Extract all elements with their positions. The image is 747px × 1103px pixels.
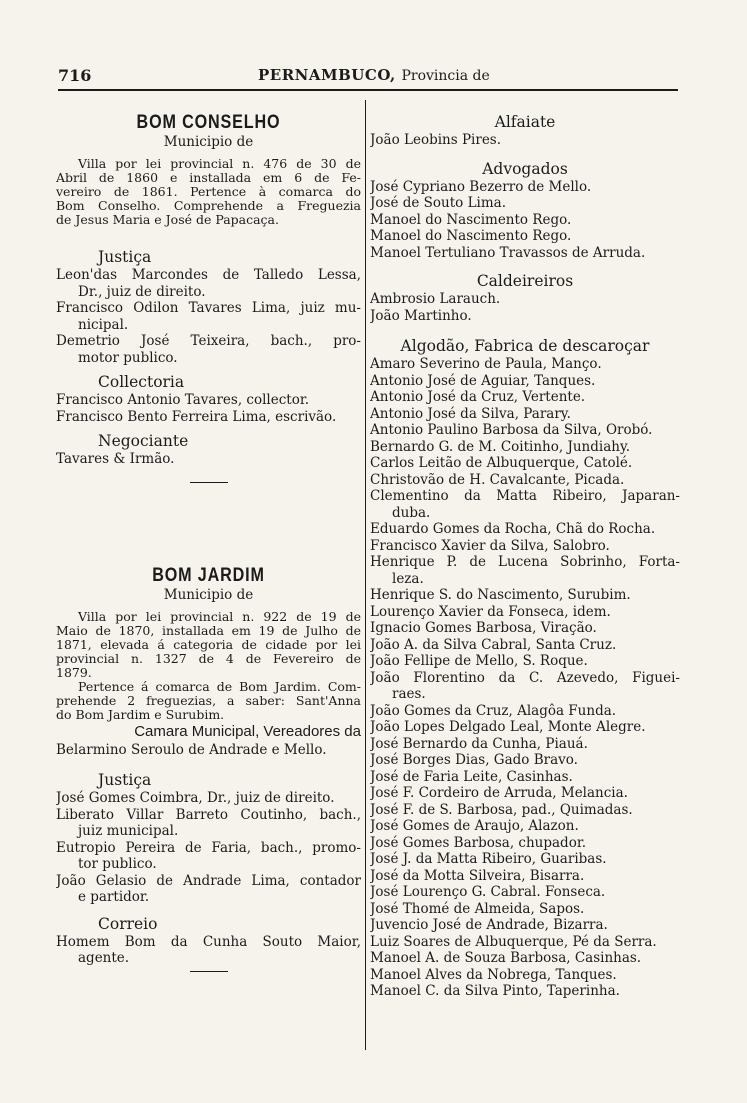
- entry-line: Liberato Villar Barreto Coutinho, bach.,: [56, 806, 361, 823]
- heading-negociante: Negociante: [98, 432, 189, 450]
- heading-caldeireiros: Caldeireiros: [476, 272, 574, 290]
- text-line: Pertence á comarca de Bom Jardim. Com-: [78, 679, 361, 694]
- text-line: provincial n. 1327 de 4 de Fevereiro de: [56, 651, 361, 666]
- header-rule: [58, 89, 678, 91]
- entry-line: João Florentino da C. Azevedo, Figuei-: [370, 669, 680, 686]
- heading-justica: Justiça: [98, 248, 152, 266]
- entry-line: Manoel C. da Silva Pinto, Taperinha.: [370, 983, 620, 999]
- entry-line: Clementino da Matta Ribeiro, Japaran-: [370, 488, 680, 504]
- section-separator: [190, 971, 228, 972]
- entry-line: Lourenço Xavier da Fonseca, idem.: [370, 603, 611, 620]
- text-line: 1871, elevada á categoria de cidade por lei: [56, 637, 361, 652]
- text-line: Villa por lei provincial n. 476 de 30 de: [78, 157, 361, 171]
- entry-line: Ambrosio Larauch.: [370, 291, 501, 307]
- entry-line: Francisco Odilon Tavares Lima, juiz mu-: [56, 300, 361, 316]
- entry-line: José Bernardo da Cunha, Piauá.: [370, 735, 588, 752]
- entry-line: Ignacio Gomes Barbosa, Viração.: [370, 620, 597, 636]
- running-title: [258, 66, 490, 84]
- entry-line: José Lourenço G. Cabral. Fonseca.: [370, 884, 606, 900]
- entry-line: Antonio Paulino Barbosa da Silva, Orobó.: [370, 422, 653, 438]
- text-line: de Jesus Maria e José de Papacaça.: [56, 213, 279, 227]
- entry-line: Luiz Soares de Albuquerque, Pé da Serra.: [370, 933, 657, 950]
- entry-line: tor publico.: [78, 856, 157, 872]
- algodao-list: [370, 356, 680, 1000]
- entry-line: Bernardo G. de M. Coitinho, Jundiahy.: [370, 438, 631, 455]
- entry-line: e partidor.: [78, 889, 150, 905]
- entry-line: Demetrio José Teixeira, bach., pro-: [56, 333, 361, 349]
- municipio-label: Municipio de: [163, 134, 254, 150]
- entry-line: Eutropio Pereira de Faria, bach., promo-: [56, 839, 361, 856]
- entry-line: Carlos Leitão de Albuquerque, Catolé.: [370, 455, 633, 471]
- entry-line: João A. da Silva Cabral, Santa Cruz.: [370, 636, 617, 653]
- page-number: 716: [58, 66, 92, 85]
- entry-line: João Leobins Pires.: [370, 132, 502, 148]
- entry-line: Henrique S. do Nascimento, Surubim.: [370, 587, 631, 603]
- heading-correio: Correio: [98, 914, 158, 933]
- section-title-bom-jardim: BOM JARDIM: [152, 564, 265, 586]
- entry-line: Manoel Alves da Nobrega, Tanques.: [370, 966, 617, 983]
- entry-line: João Fellipe de Mello, S. Roque.: [370, 653, 588, 669]
- entry-line: José Gomes Barbosa, chupador.: [370, 834, 587, 851]
- entry-line: João Martinho.: [370, 307, 472, 324]
- entry-line: agente.: [78, 950, 130, 966]
- text-line: do Bom Jardim e Surubim.: [56, 707, 225, 722]
- entry-line: José F. de S. Barbosa, pad., Quimadas.: [370, 801, 633, 818]
- left-column: [56, 112, 361, 972]
- heading-camara-municipal: Camara Municipal, Vereadores da: [134, 722, 361, 740]
- entry-line: José Thomé de Almeida, Sapos.: [370, 900, 585, 917]
- municipio-label: Municipio de: [163, 586, 254, 603]
- heading-advogados: Advogados: [482, 159, 568, 178]
- heading-collectoria: Collectoria: [98, 373, 185, 391]
- entry-line: Francisco Xavier da Silva, Salobro.: [370, 537, 610, 554]
- text-line: Maio de 1870, installada em 19 de Julho de: [56, 623, 361, 638]
- entry-line: José Cypriano Bezerro de Mello.: [370, 178, 592, 195]
- entry-line: duba.: [392, 504, 431, 521]
- text-line: 1879.: [56, 665, 92, 680]
- entry-line: João Lopes Delgado Leal, Monte Alegre.: [370, 719, 646, 735]
- entry-line: raes.: [392, 686, 426, 702]
- entry-line: Amaro Severino de Paula, Manço.: [370, 356, 602, 372]
- running-title-subtitle: Provincia de: [401, 68, 490, 84]
- running-title-province: PERNAMBUCO,: [258, 66, 396, 84]
- entry-line: José Gomes Coimbra, Dr., juiz de direito.: [56, 790, 335, 806]
- entry-line: Manoel do Nascimento Rego.: [370, 211, 572, 228]
- column-divider: [365, 100, 366, 1050]
- page-header: [58, 66, 678, 88]
- entry-line: Antonio José de Aguiar, Tanques.: [370, 372, 596, 389]
- right-column: [370, 112, 680, 1000]
- entry-line: Francisco Bento Ferreira Lima, escrivão.: [56, 408, 337, 425]
- entry-line: Leon'das Marcondes de Talledo Lessa,: [56, 267, 361, 283]
- text-line: Bom Conselho. Comprehende a Freguezia: [56, 199, 361, 213]
- entry-line: Henrique P. de Lucena Sobrinho, Forta-: [370, 554, 680, 570]
- entry-line: Belarmino Seroulo de Andrade e Mello.: [56, 741, 327, 758]
- entry-line: José Gomes de Araujo, Alazon.: [370, 818, 579, 834]
- text-line: prehende 2 freguezias, a saber: Sant'Anna: [56, 693, 361, 708]
- entry-line: Francisco Antonio Tavares, collector.: [56, 392, 310, 408]
- entry-line: Tavares & Irmão.: [56, 451, 175, 467]
- entry-line: Antonio José da Cruz, Vertente.: [370, 389, 586, 405]
- section-title-bom-conselho: BOM CONSELHO: [136, 112, 281, 133]
- text-line: Villa por lei provincial n. 922 de 19 de: [78, 609, 361, 624]
- heading-alfaiate: Alfaiate: [494, 113, 556, 131]
- entry-line: José Borges Dias, Gado Bravo.: [370, 752, 578, 768]
- entry-line: José F. Cordeiro de Arruda, Melancia.: [370, 785, 628, 801]
- entry-line: Manoel do Nascimento Rego.: [370, 228, 572, 244]
- entry-line: Christovão de H. Cavalcante, Picada.: [370, 471, 625, 488]
- heading-algodao: Algodão, Fabrica de descaroçar: [400, 337, 650, 355]
- entry-line: nicipal.: [78, 316, 129, 333]
- entry-line: José de Souto Lima.: [370, 195, 507, 211]
- entry-line: José da Motta Silveira, Bisarra.: [370, 867, 585, 884]
- entry-line: Manoel Tertuliano Travassos de Arruda.: [370, 244, 646, 261]
- entry-line: leza.: [392, 570, 424, 587]
- entry-line: José de Faria Leite, Casinhas.: [370, 768, 573, 785]
- entry-line: João Gomes da Cruz, Alagôa Funda.: [370, 702, 617, 719]
- heading-justica: Justiça: [98, 771, 152, 789]
- entry-line: José J. da Matta Ribeiro, Guaribas.: [370, 851, 607, 867]
- entry-line: Manoel A. de Souza Barbosa, Casinhas.: [370, 950, 642, 966]
- entry-line: Dr., juiz de direito.: [78, 283, 206, 300]
- text-line: Abril de 1860 e installada em 6 de Fe-: [56, 171, 361, 185]
- entry-line: juiz municipal.: [78, 823, 179, 839]
- entry-line: Juvencio José de Andrade, Bizarra.: [370, 917, 608, 933]
- entry-line: João Gelasio de Andrade Lima, contador: [56, 872, 361, 889]
- entry-line: Homem Bom da Cunha Souto Maior,: [56, 933, 361, 950]
- entry-line: motor publico.: [78, 349, 178, 366]
- bom-jardim-description: [56, 610, 361, 722]
- text-line: vereiro de 1861. Pertence à comarca do: [56, 185, 361, 199]
- entry-line: Eduardo Gomes da Rocha, Chã do Rocha.: [370, 521, 656, 537]
- entry-line: Antonio José da Silva, Parary.: [370, 405, 571, 422]
- bom-conselho-description: [56, 157, 361, 227]
